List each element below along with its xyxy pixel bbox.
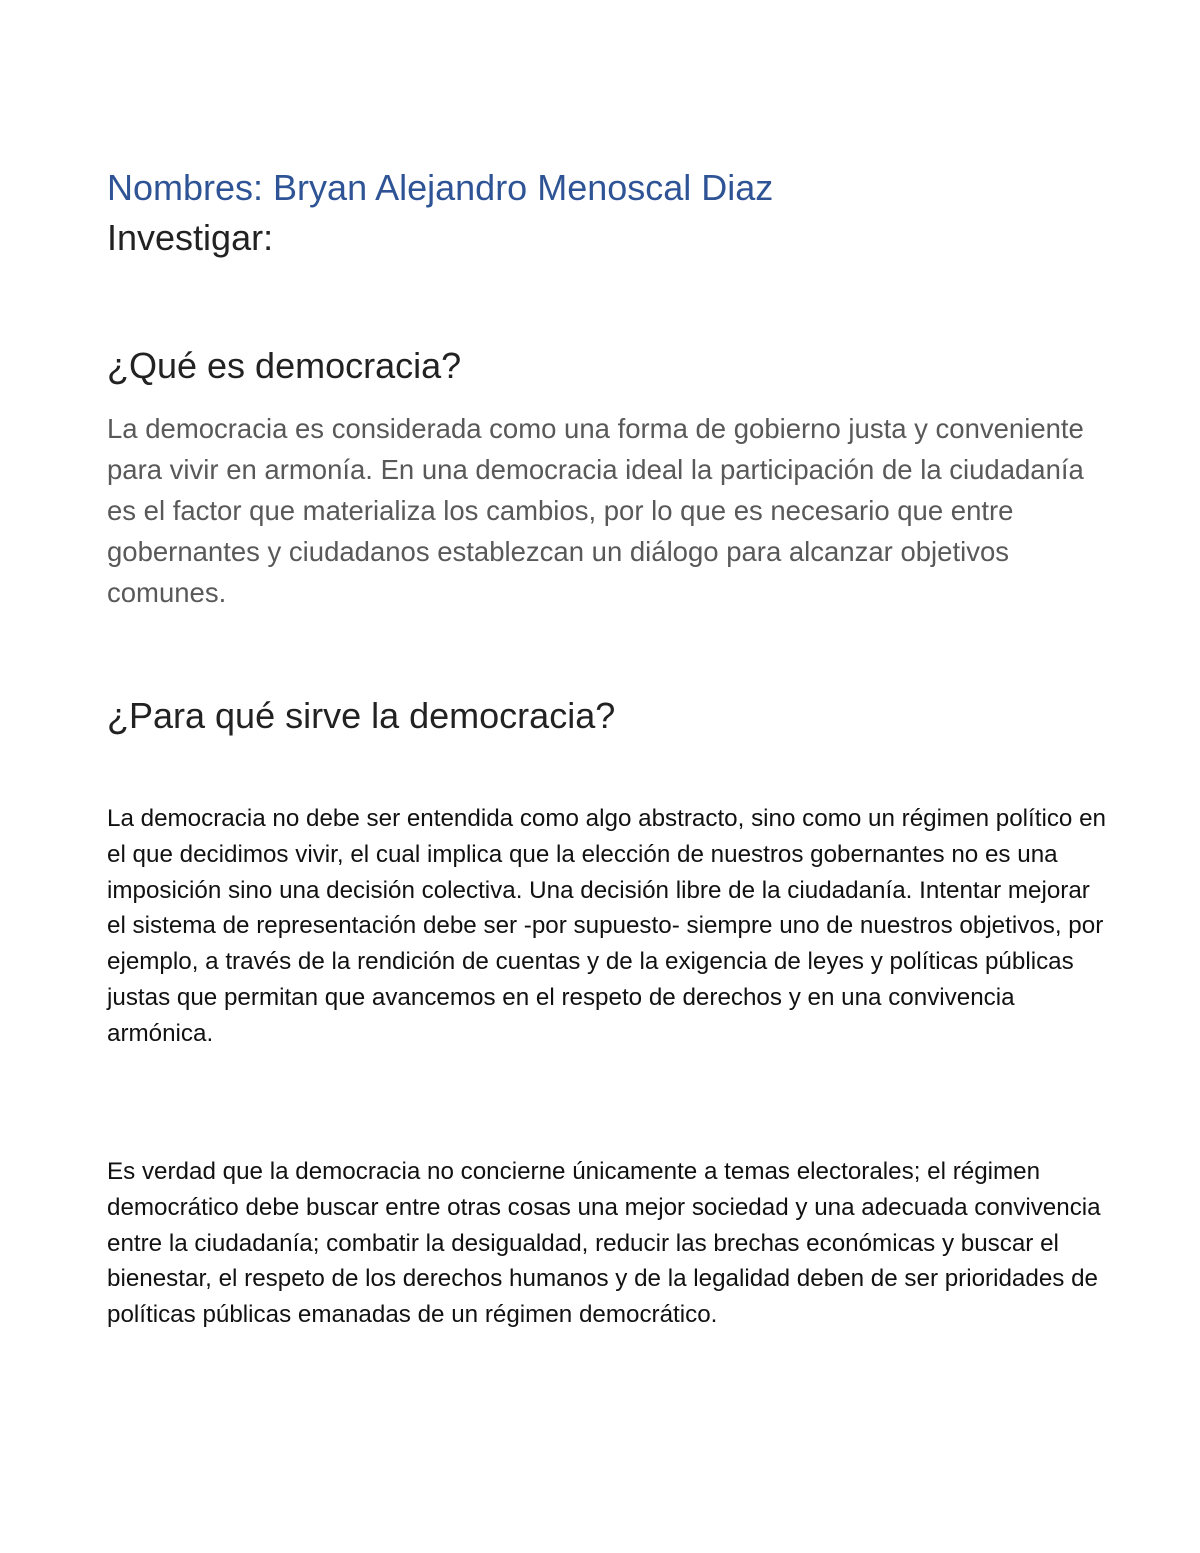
- subtitle: Investigar:: [107, 217, 274, 258]
- section-paragraph-purpose-1: La democracia no debe ser entendida como algo abstracto, sino como un régimen político en el que decidimos vivir, el cual implica que la elección de nuestros gobernantes no es una imposición sino una decisión colectiva. Una decisión libre de la ciudadanía. Intentar mejorar el sistema de representación debe ser -por supuesto- siempre uno de nuestros objetivos, por ejemplo, a través de la rendición de cuentas y de la exigencia de leyes y políticas públicas justas que permitan que avancemos en el respeto de derechos y en una convivencia armónica.: [107, 805, 1107, 1047]
- section-paragraph-purpose-2: Es verdad que la democracia no concierne únicamente a temas electorales; el régimen democrático debe buscar entre otras cosas una mejor sociedad y una adecuada convivencia entre la ciudadanía; combatir la desigualdad, reducir las brechas económicas y buscar el bienestar, el respeto de los derechos humanos y de la legalidad deben de ser prioridades de políticas públicas emanadas de un régimen democrático.: [107, 1158, 1101, 1329]
- section-paragraph-definition: La democracia es considerada como una forma de gobierno justa y conveniente para vivir en armonía. En una democracia ideal la participación de la ciudadanía es el factor que materializa los cambios, por lo que es necesario que entre gobernantes y ciudadanos establezcan un diálogo para alcanzar objetivos comunes.: [107, 413, 1084, 608]
- section-heading-purpose-of-democracy: ¿Para qué sirve la democracia?: [107, 695, 616, 736]
- name-line: Nombres: Bryan Alejandro Menoscal Diaz: [107, 167, 774, 208]
- section-heading-what-is-democracy: ¿Qué es democracia?: [107, 345, 462, 386]
